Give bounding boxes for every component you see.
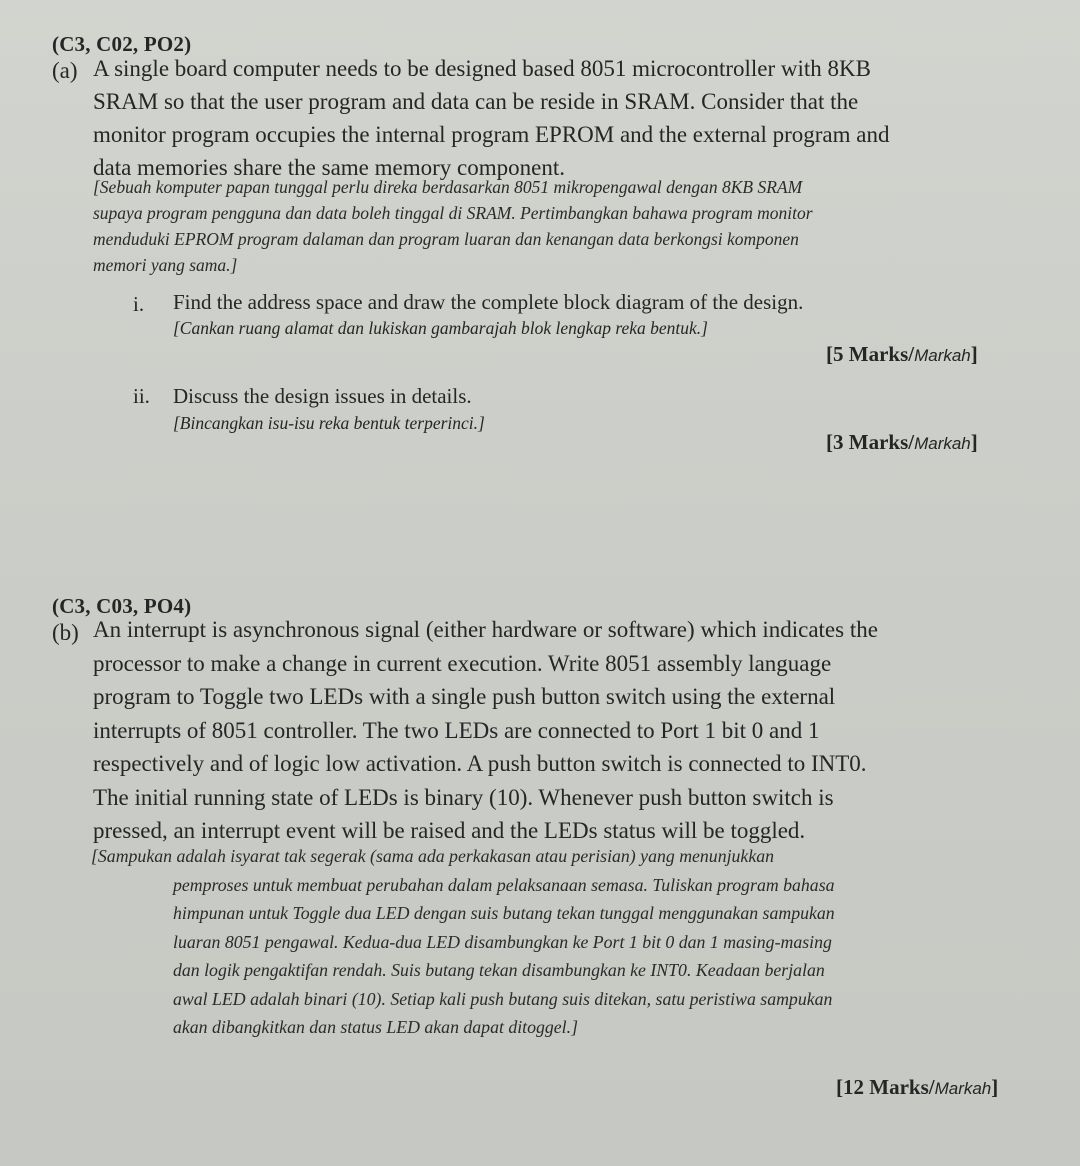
- question-a-translation: [93, 174, 1053, 278]
- question-a-line: data memories share the same memory component.: [93, 155, 565, 180]
- question-b-line: processor to make a change in current execution. Write 8051 assembly language: [93, 650, 832, 676]
- question-a-line: monitor program occupies the internal program EPROM and the external program and: [93, 122, 890, 147]
- part-i-marks: [5 Marks/Markah]: [826, 342, 978, 366]
- part-ii-text: Discuss the design issues in details.: [173, 384, 472, 408]
- translation-line: [Sampukan adalah isyarat tak segerak (sama ada perkakasan atau perisian) yang menunjukkan: [91, 846, 774, 866]
- question-a-text: [93, 52, 1053, 184]
- translation-line: himpunan untuk Toggle dua LED dengan suis butang tekan tunggal menggunakan sampukan: [173, 903, 835, 923]
- translation-line: menduduki EPROM program dalaman dan program luaran dan kenangan data berkongsi komponen: [93, 229, 799, 249]
- question-b-line: An interrupt is asynchronous signal (either hardware or software) which indicates the: [93, 617, 878, 642]
- question-b-line: pressed, an interrupt event will be raised and the LEDs status will be toggled.: [93, 818, 806, 843]
- translation-line: dan logik pengaktifan rendah. Suis butang tekan disambungkan ke INT0. Keadaan berjalan: [173, 960, 825, 980]
- translation-line: [Sebuah komputer papan tunggal perlu direka berdasarkan 8051 mikropengawal dengan 8KB SRAM: [93, 177, 803, 197]
- translation-line: pemproses untuk membuat perubahan dalam pelaksanaan semasa. Tuliskan program bahasa: [173, 874, 835, 895]
- part-ii-number: ii.: [133, 384, 150, 408]
- question-a-letter: (a): [52, 58, 78, 83]
- part-i-text: Find the address space and draw the complete block diagram of the design.: [173, 290, 804, 314]
- part-ii-translation: [Bincangkan isu-isu reka bentuk terperinci.]: [173, 413, 485, 433]
- question-b-text: [93, 613, 1063, 848]
- question-b-marks: [12 Marks/Markah]: [836, 1075, 999, 1099]
- translation-line: awal LED adalah binari (10). Setiap kali push butang suis ditekan, satu peristiwa sampukan: [173, 988, 833, 1009]
- translation-line: luaran 8051 pengawal. Kedua-dua LED disambungkan ke Port 1 bit 0 dan 1 masing-masing: [173, 931, 832, 952]
- question-b-translation: [91, 842, 1061, 1042]
- translation-line: memori yang sama.]: [93, 255, 238, 275]
- part-i-translation: [Cankan ruang alamat dan lukiskan gambarajah blok lengkap reka bentuk.]: [173, 318, 708, 338]
- question-b-letter: (b): [52, 620, 79, 645]
- question-b-line: interrupts of 8051 controller. The two LEDs are connected to Port 1 bit 0 and 1: [93, 717, 820, 743]
- part-i-number: i.: [133, 292, 145, 316]
- question-b-line: program to Toggle two LEDs with a single push button switch using the external: [93, 684, 836, 709]
- question-b-line: The initial running state of LEDs is binary (10). Whenever push button switch is: [93, 784, 834, 810]
- question-b-tag: (C3, C03, PO4): [52, 594, 192, 618]
- question-a-tag: (C3, C02, PO2): [52, 32, 192, 56]
- question-a-line: A single board computer needs to be designed based 8051 microcontroller with 8KB: [93, 56, 871, 81]
- translation-line: akan dibangkitkan dan status LED akan dapat ditoggel.]: [173, 1017, 578, 1037]
- question-b-line: respectively and of logic low activation. A push button switch is connected to INT0.: [93, 751, 867, 776]
- question-a-line: SRAM so that the user program and data can be reside in SRAM. Consider that the: [93, 89, 859, 114]
- translation-line: supaya program pengguna dan data boleh tinggal di SRAM. Pertimbangkan bahawa program monitor: [93, 203, 813, 223]
- part-ii-marks: [3 Marks/Markah]: [826, 430, 978, 454]
